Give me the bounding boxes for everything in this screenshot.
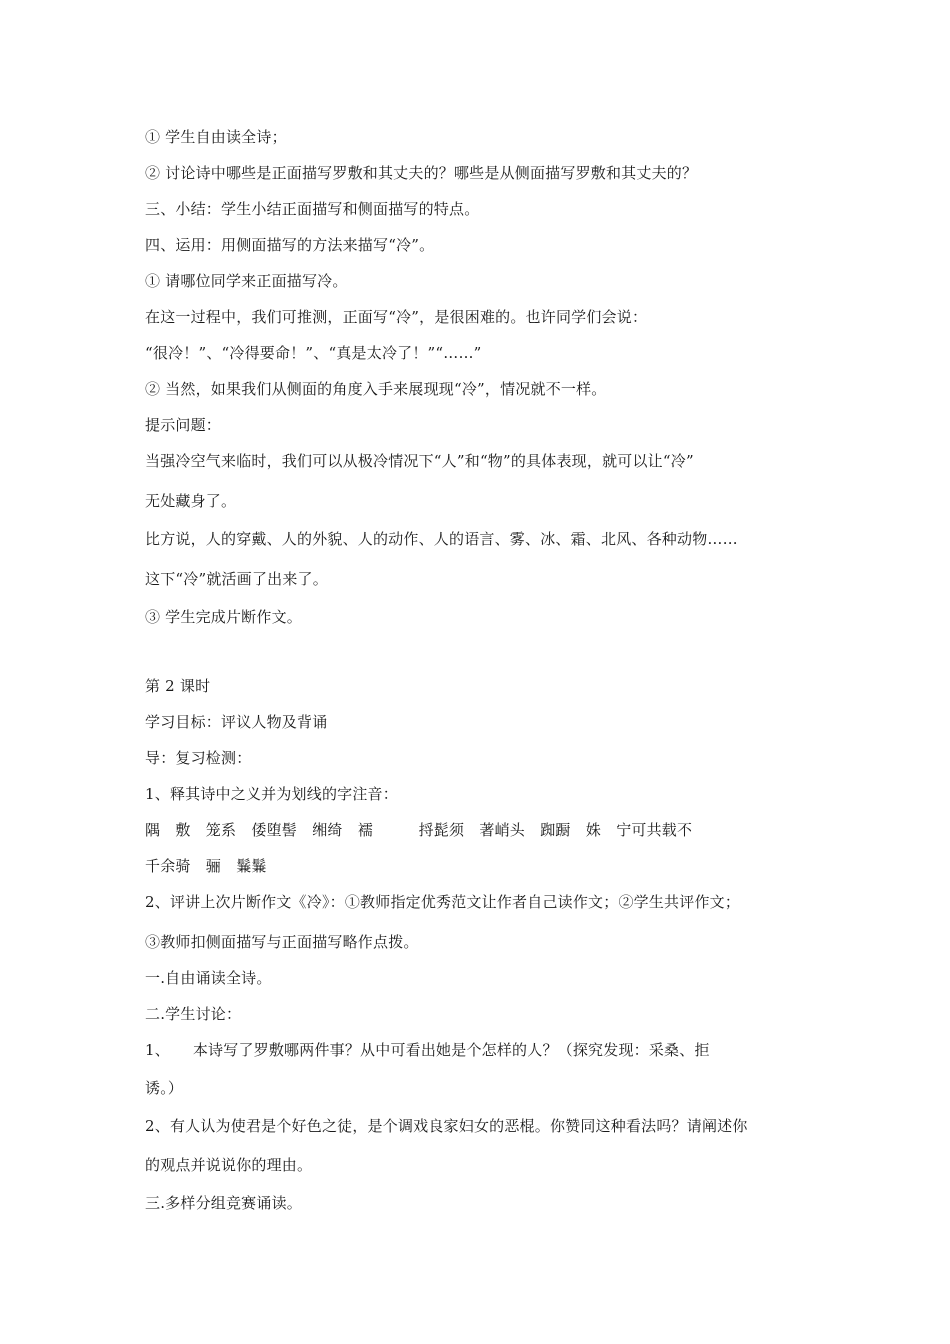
discussion-question-1-line2: 诱。） (145, 1079, 184, 1097)
review-item-2-line1: 2、评讲上次片断作文《冷》：①教师指定优秀范文让作者自己读作文；②学生共评作文； (145, 893, 741, 911)
discussion-question-1-line1: 1、 本诗写了罗敷哪两件事？从中可看出她是个怎样的人？（探究发现：采桑、拒 (145, 1041, 710, 1059)
section-student-discussion: 二.学生讨论： (145, 1005, 242, 1023)
step-discuss-description: ② 讨论诗中哪些是正面描写罗敷和其丈夫的？哪些是从侧面描写罗敷和其丈夫的？ (145, 164, 698, 182)
step-side-description: ② 当然，如果我们从侧面的角度入手来展现现“冷”，情况就不一样。 (145, 380, 607, 398)
hint-paragraph-line1: 当强冷空气来临时，我们可以从极冷情况下“人”和“物”的具体表现，就可以让“冷” (145, 452, 694, 470)
learning-objective: 学习目标：评议人物及背诵 (145, 713, 328, 731)
section-application: 四、运用：用侧面描写的方法来描写“冷”。 (145, 236, 435, 254)
vocabulary-line1: 隅 敷 笼系 倭堕髻 缃绮 襦 捋髭须 著峭头 踟蹰 姝 宁可共载不 (145, 821, 693, 839)
example-paragraph-line2: 这下“冷”就活画了出来了。 (145, 570, 328, 588)
paragraph-quotes: “很冷！”、“冷得要命！”、“真是太冷了！”“……” (145, 344, 482, 362)
step-read-poem: ① 学生自由读全诗； (145, 128, 287, 146)
section-free-recitation: 一.自由诵读全诗。 (145, 969, 272, 987)
vocabulary-line2: 千余骑 骊 鬑鬑 (145, 857, 267, 875)
step-direct-description: ① 请哪位同学来正面描写冷。 (145, 272, 348, 290)
section-group-recitation: 三.多样分组竞赛诵读。 (145, 1194, 302, 1212)
lesson-2-heading: 第 2 课时 (145, 677, 211, 695)
hint-heading: 提示问题： (145, 416, 222, 434)
review-item-2-line2: ③教师扣侧面描写与正面描写略作点拨。 (145, 933, 419, 951)
section-summary: 三、小结：学生小结正面描写和侧面描写的特点。 (145, 200, 480, 218)
discussion-question-2-line2: 的观点并说说你的理由。 (145, 1156, 313, 1174)
step-complete-writing: ③ 学生完成片断作文。 (145, 608, 302, 626)
discussion-question-2-line1: 2、有人认为使君是个好色之徒，是个调戏良家妇女的恶棍。你赞同这种看法吗？请阐述你 (145, 1117, 748, 1135)
paragraph-speculation: 在这一过程中，我们可推测，正面写“冷”，是很困难的。也许同学们会说： (145, 308, 648, 326)
example-paragraph-line1: 比方说，人的穿戴、人的外貌、人的动作、人的语言、雾、冰、霜、北风、各种动物…… (145, 530, 738, 548)
review-item-1: 1、释其诗中之义并为划线的字注音： (145, 785, 398, 803)
review-heading: 导：复习检测： (145, 749, 252, 767)
hint-paragraph-line2: 无处藏身了。 (145, 492, 237, 510)
